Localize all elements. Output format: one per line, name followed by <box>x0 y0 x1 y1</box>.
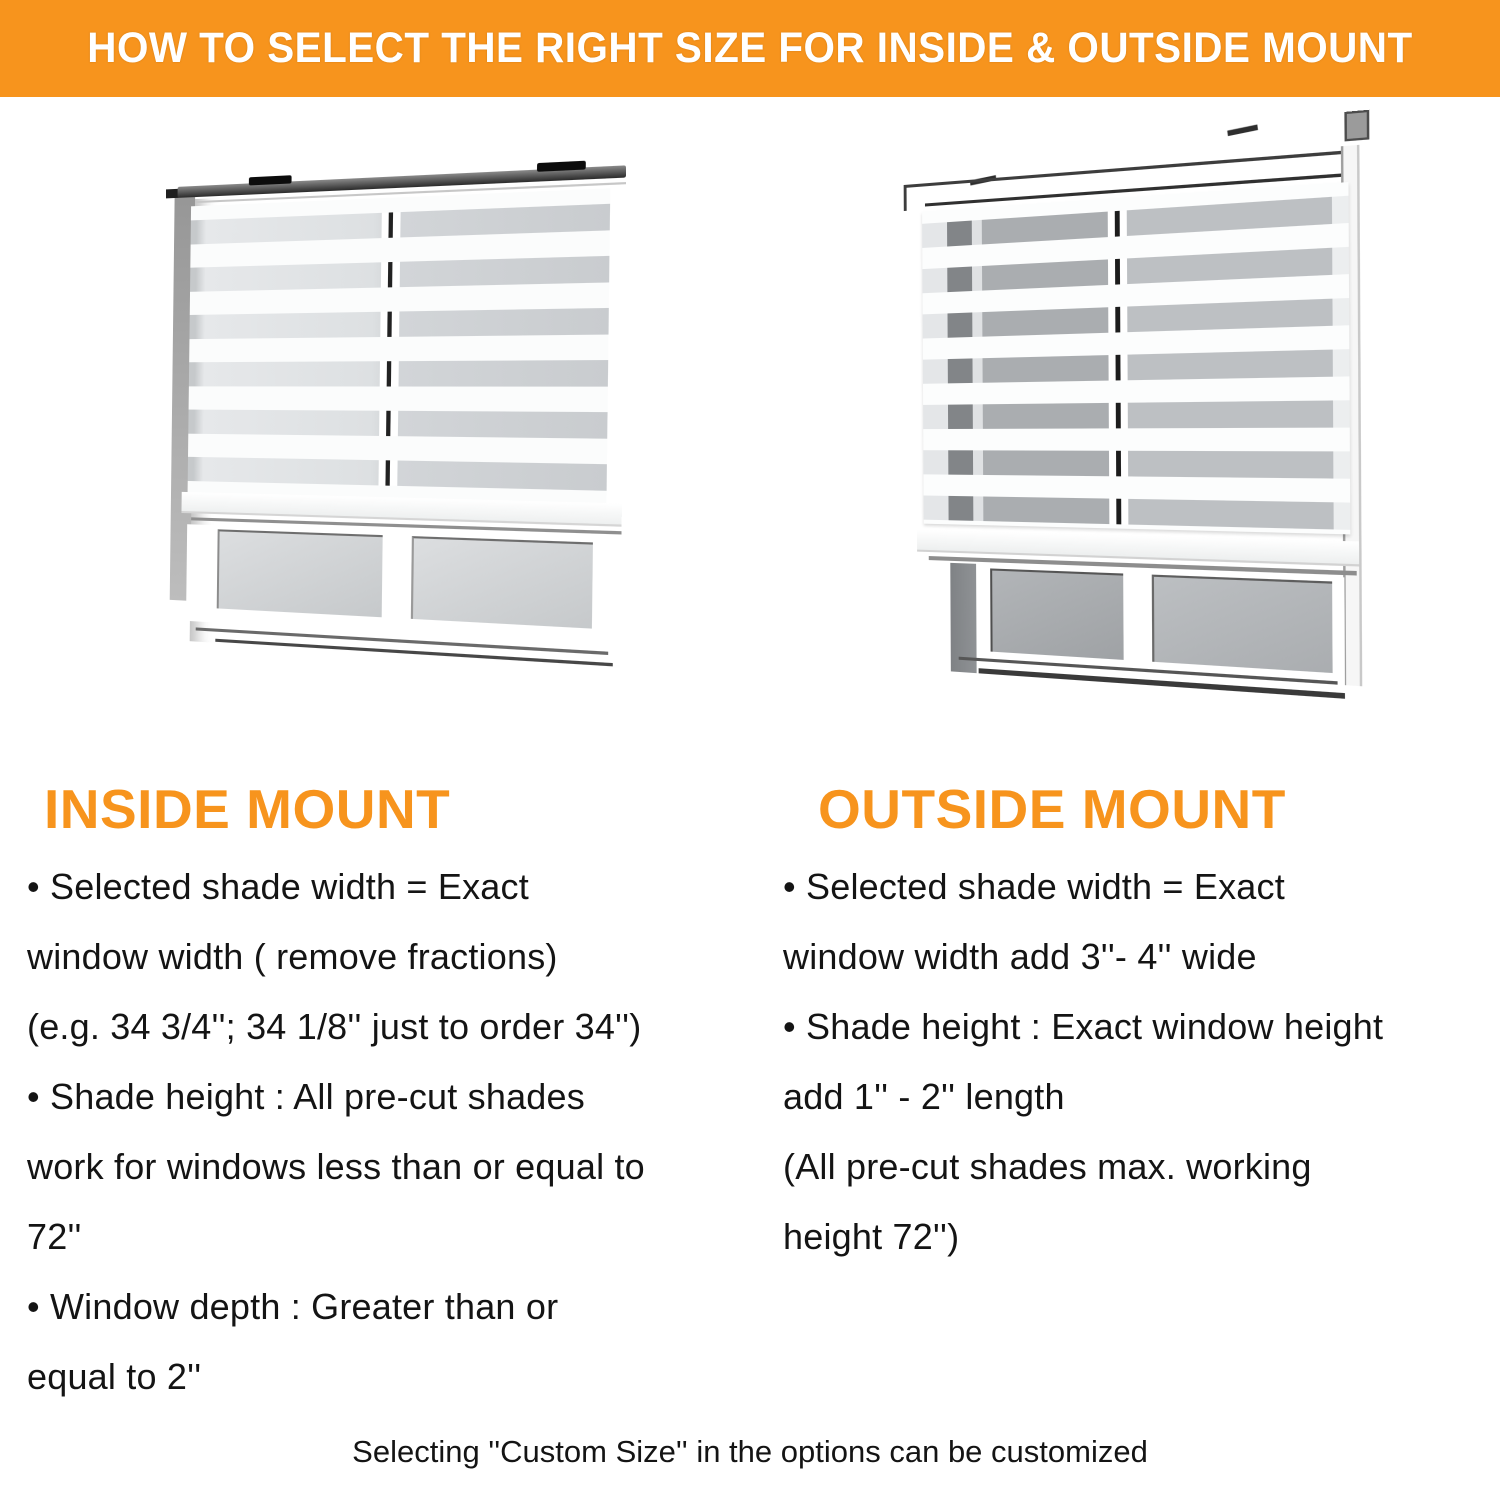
sheer-band <box>189 360 608 387</box>
page-title: HOW TO SELECT THE RIGHT SIZE FOR INSIDE & OUTSIDE MOUNT <box>87 24 1413 72</box>
instruction-line: work for windows less than or equal to <box>27 1146 645 1187</box>
sheer-band <box>191 204 610 245</box>
outside-mount-illustration <box>902 149 1345 696</box>
instruction-line: equal to 2'' <box>27 1356 202 1397</box>
sheer-band <box>924 495 1351 529</box>
mounting-board-corner-block <box>1344 110 1369 142</box>
outside-mount-window <box>902 108 1388 733</box>
inside-mount-window <box>160 145 627 734</box>
custom-size-note: Selecting ''Custom Size'' in the options can be customized <box>352 1434 1148 1469</box>
sheer-band <box>922 247 1349 293</box>
sheer-band <box>923 349 1350 384</box>
bracket-arm <box>904 187 907 211</box>
inside-mount-instructions <box>27 852 737 1412</box>
instruction-line: window width add 3''- 4'' wide <box>783 936 1257 977</box>
sheer-band <box>188 410 607 439</box>
instruction-line: add 1'' - 2'' length <box>783 1076 1065 1117</box>
instruction-line: • Window depth : Greater than or <box>27 1286 559 1327</box>
instruction-line: (All pre-cut shades max. working <box>783 1146 1312 1187</box>
instruction-line: • Shade height : Exact window height <box>783 1006 1384 1047</box>
sheer-band <box>188 457 607 491</box>
window-pane-right <box>411 536 593 629</box>
window-pane-right <box>1152 575 1333 673</box>
zebra-shade-fabric <box>922 182 1350 534</box>
zebra-shade-fabric <box>188 188 611 503</box>
instruction-line: (e.g. 34 3/4''; 34 1/8'' just to order 34'') <box>27 1006 642 1047</box>
instruction-line: 72'' <box>27 1216 82 1257</box>
instruction-line: • Shade height : All pre-cut shades <box>27 1076 585 1117</box>
sheer-band <box>923 450 1350 478</box>
instruction-line: • Selected shade width = Exact <box>27 866 529 907</box>
inside-mount-heading: INSIDE MOUNT <box>44 778 451 840</box>
instruction-line: window width ( remove fractions) <box>27 936 558 977</box>
window-pane-left <box>990 568 1124 659</box>
mounting-board-edge <box>904 150 1350 188</box>
mounting-bracket-mark <box>1227 125 1258 137</box>
window-lower-section <box>950 563 1345 699</box>
sheer-band <box>923 298 1350 339</box>
sheer-band <box>189 308 608 339</box>
sheer-band <box>922 196 1349 248</box>
outside-mount-heading: OUTSIDE MOUNT <box>818 778 1286 840</box>
instruction-line: • Selected shade width = Exact <box>783 866 1285 907</box>
header-banner <box>0 0 1500 97</box>
instruction-line: height 72'') <box>783 1216 960 1257</box>
sheer-band <box>190 256 609 292</box>
sheer-band <box>923 400 1350 429</box>
window-pane-left <box>217 529 383 617</box>
inside-mount-illustration <box>160 169 594 704</box>
outside-mount-instructions <box>783 852 1483 1272</box>
